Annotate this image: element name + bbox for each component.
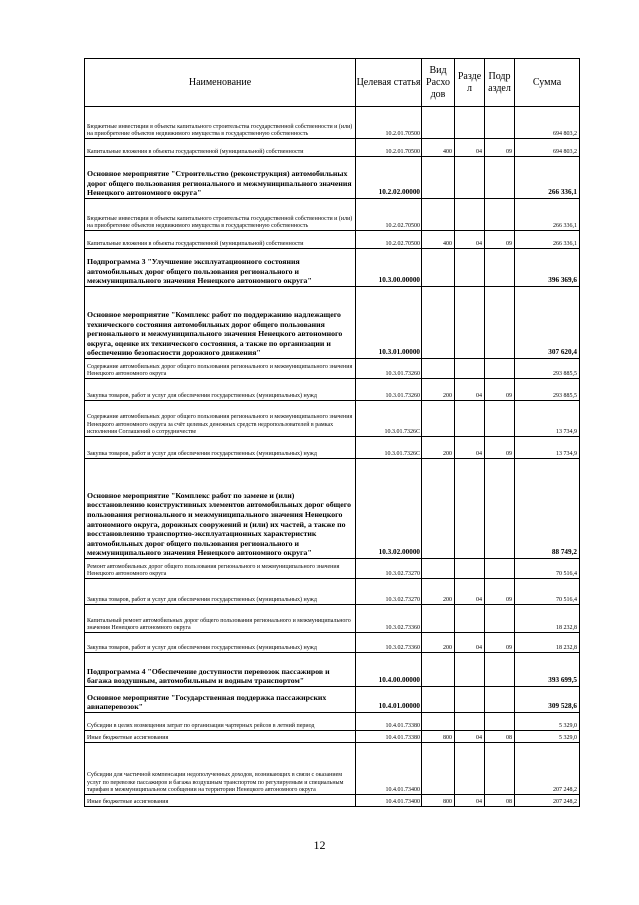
row-expense-type-cell [422,459,455,559]
row-target-article-cell: 10.4.00.00000 [356,653,422,687]
row-target-article-cell: 10.4.01.73400 [356,743,422,795]
row-section-cell [455,107,485,139]
budget-table [84,58,580,807]
row-sum-cell: 207 248,2 [515,795,580,807]
header-subsection: Подр аздел [485,59,515,107]
row-expense-type-cell: 200 [422,633,455,653]
row-name-cell: Субсидии в целях возмещения затрат по организации чартерных рейсов в летний период [85,713,356,731]
row-subsection-cell [485,287,515,359]
row-name-cell: Содержание автомобильных дорог общего пользования регионального и межмуниципального значения Ненецкого автономного округа за счёт целевых денежных средств недропользователей в рамках исполнения Соглашений о сотрудничестве [85,401,356,437]
row-sum-cell: 18 232,8 [515,605,580,633]
row-target-article-cell: 10.2.02.00000 [356,157,422,199]
table-row [85,199,580,231]
row-name-cell: Основное мероприятие "Комплекс работ по поддержанию надлежащего технического состояния автомобильных дорог общего пользования регионального и межмуниципального значения Ненецкого автономного округа, оценке их технического состояния, а также по организации и обеспечению безопасности дорожного движения" [85,287,356,359]
row-sum-cell: 266 336,1 [515,199,580,231]
row-sum-cell: 88 749,2 [515,459,580,559]
table-row [85,359,580,379]
row-sum-cell: 694 803,2 [515,139,580,157]
row-subsection-cell: 09 [485,579,515,605]
row-section-cell: 04 [455,231,485,249]
row-target-article-cell: 10.3.02.00000 [356,459,422,559]
table-row-program [85,287,580,359]
row-name-cell: Субсидии для частичной компенсации недополученных доходов, возникающих в связи с оказанием услуг по перевозке пассажиров и багажа воздушным транспортом по регулируемым и специальным тарифам в межмуниципальном сообщении на территории Ненецкого автономного округа [85,743,356,795]
table-row-program [85,157,580,199]
table-header-row [85,59,580,107]
header-expense-type: Вид Расхо дов [422,59,455,107]
row-sum-cell: 266 336,1 [515,231,580,249]
row-name-cell: Капитальные вложения в объекты государственной (муниципальной) собственности [85,231,356,249]
row-sum-cell: 5 329,0 [515,731,580,743]
row-section-cell [455,559,485,579]
header-name: Наименование [85,59,356,107]
row-name-cell: Закупка товаров, работ и услуг для обеспечения государственных (муниципальных) нужд [85,437,356,459]
row-section-cell [455,743,485,795]
row-expense-type-cell [422,199,455,231]
row-subsection-cell [485,249,515,287]
table-row [85,731,580,743]
row-name-cell: Подпрограмма 4 "Обеспечение доступности перевозок пассажиров и багажа воздушным, автомобильным и водным транспортом" [85,653,356,687]
header-target-article: Целевая статья [356,59,422,107]
row-target-article-cell: 10.4.01.73400 [356,795,422,807]
row-target-article-cell: 10.4.01.73380 [356,713,422,731]
row-section-cell: 04 [455,579,485,605]
row-target-article-cell: 10.3.02.73360 [356,633,422,653]
row-subsection-cell: 09 [485,437,515,459]
row-expense-type-cell [422,401,455,437]
row-subsection-cell: 09 [485,379,515,401]
budget-document [84,58,579,807]
row-target-article-cell: 10.3.00.00000 [356,249,422,287]
table-row [85,139,580,157]
row-target-article-cell: 10.3.02.73270 [356,579,422,605]
row-sum-cell: 18 232,8 [515,633,580,653]
row-subsection-cell [485,199,515,231]
row-name-cell: Закупка товаров, работ и услуг для обеспечения государственных (муниципальных) нужд [85,379,356,401]
row-subsection-cell [485,687,515,713]
table-row-program [85,459,580,559]
row-expense-type-cell [422,605,455,633]
row-sum-cell: 293 885,5 [515,379,580,401]
table-row [85,795,580,807]
row-sum-cell: 5 329,0 [515,713,580,731]
row-target-article-cell: 10.2.02.70500 [356,231,422,249]
table-row [85,107,580,139]
row-subsection-cell [485,401,515,437]
row-section-cell: 04 [455,437,485,459]
row-section-cell [455,287,485,359]
row-expense-type-cell [422,653,455,687]
row-subsection-cell [485,605,515,633]
table-row [85,579,580,605]
row-sum-cell: 13 734,9 [515,437,580,459]
row-target-article-cell: 10.3.02.73270 [356,559,422,579]
row-target-article-cell: 10.4.01.73380 [356,731,422,743]
row-target-article-cell: 10.3.01.00000 [356,287,422,359]
row-sum-cell: 307 620,4 [515,287,580,359]
row-name-cell: Содержание автомобильных дорог общего пользования регионального и межмуниципального значения Ненецкого автономного округа [85,359,356,379]
row-target-article-cell: 10.3.01.73260 [356,359,422,379]
row-target-article-cell: 10.3.02.73360 [356,605,422,633]
row-subsection-cell: 09 [485,139,515,157]
row-name-cell: Закупка товаров, работ и услуг для обеспечения государственных (муниципальных) нужд [85,633,356,653]
row-sum-cell: 70 516,4 [515,559,580,579]
row-expense-type-cell [422,713,455,731]
row-section-cell: 04 [455,795,485,807]
row-name-cell: Основное мероприятие "Государственная поддержка пассажирских авиаперевозок" [85,687,356,713]
row-section-cell [455,713,485,731]
row-subsection-cell [485,459,515,559]
row-section-cell [455,401,485,437]
row-name-cell: Ремонт автомобильных дорог общего пользования регионального и межмуниципального значения Ненецкого автономного округа [85,559,356,579]
table-row-program [85,653,580,687]
row-name-cell: Капитальный ремонт автомобильных дорог общего пользования регионального и межмуниципального значения Ненецкого автономного округа [85,605,356,633]
row-name-cell: Основное мероприятие "Комплекс работ по замене и (или) восстановлению конструктивных элементов автомобильных дорог общего пользования регионального и межмуниципального значения Ненецкого автономного округа, дорожных сооружений и (или) их частей, а также по восстановлению транспортно-эксплуатационных характеристик автомобильных дорог общего пользования регионального и межмуниципального значения Ненецкого автономного округа" [85,459,356,559]
row-expense-type-cell [422,359,455,379]
row-section-cell [455,249,485,287]
row-section-cell [455,605,485,633]
row-subsection-cell: 09 [485,633,515,653]
row-section-cell: 04 [455,731,485,743]
row-name-cell: Капитальные вложения в объекты государственной (муниципальной) собственности [85,139,356,157]
row-sum-cell: 293 885,5 [515,359,580,379]
row-sum-cell: 207 248,2 [515,743,580,795]
row-expense-type-cell [422,249,455,287]
row-section-cell [455,157,485,199]
row-target-article-cell: 10.4.01.00000 [356,687,422,713]
row-name-cell: Иные бюджетные ассигнования [85,731,356,743]
row-target-article-cell: 10.2.01.70500 [356,107,422,139]
row-subsection-cell [485,157,515,199]
row-expense-type-cell [422,287,455,359]
row-expense-type-cell [422,559,455,579]
row-name-cell: Иные бюджетные ассигнования [85,795,356,807]
row-sum-cell: 396 369,6 [515,249,580,287]
row-name-cell: Основное мероприятие "Строительство (реконструкция) автомобильных дорог общего пользования регионального и межмуниципального значения Ненецкого автономного округа" [85,157,356,199]
row-target-article-cell: 10.3.01.73260 [356,379,422,401]
row-target-article-cell: 10.2.01.70500 [356,139,422,157]
row-name-cell: Бюджетные инвестиции в объекты капитального строительства государственной собственности и (или) на приобретение объектов недвижимого имущества в государственную собственность [85,107,356,139]
page-number: 12 [313,838,326,852]
row-subsection-cell [485,559,515,579]
row-subsection-cell: 08 [485,795,515,807]
row-subsection-cell [485,713,515,731]
table-row [85,379,580,401]
row-section-cell: 04 [455,139,485,157]
row-expense-type-cell: 200 [422,579,455,605]
row-name-cell: Закупка товаров, работ и услуг для обеспечения государственных (муниципальных) нужд [85,579,356,605]
row-section-cell: 04 [455,633,485,653]
table-row [85,437,580,459]
row-expense-type-cell [422,687,455,713]
row-expense-type-cell: 800 [422,731,455,743]
row-expense-type-cell [422,157,455,199]
row-subsection-cell: 08 [485,731,515,743]
row-expense-type-cell [422,107,455,139]
row-expense-type-cell: 800 [422,795,455,807]
row-expense-type-cell [422,743,455,795]
row-expense-type-cell: 200 [422,379,455,401]
row-subsection-cell [485,653,515,687]
row-section-cell [455,687,485,713]
table-row [85,401,580,437]
row-section-cell [455,459,485,559]
row-name-cell: Подпрограмма 3 "Улучшение эксплуатационного состояния автомобильных дорог общего пользования регионального и межмуниципального значения Ненецкого автономного округа" [85,249,356,287]
row-section-cell: 04 [455,379,485,401]
table-row [85,605,580,633]
table-row-program [85,687,580,713]
row-subsection-cell [485,359,515,379]
row-expense-type-cell: 400 [422,139,455,157]
row-target-article-cell: 10.3.01.7326C [356,437,422,459]
row-section-cell [455,653,485,687]
row-target-article-cell: 10.3.01.7326C [356,401,422,437]
row-subsection-cell [485,743,515,795]
table-row [85,713,580,731]
table-row [85,231,580,249]
table-row-program [85,249,580,287]
header-section: Разде л [455,59,485,107]
table-row [85,559,580,579]
row-section-cell [455,359,485,379]
row-sum-cell: 309 528,6 [515,687,580,713]
row-sum-cell: 266 336,1 [515,157,580,199]
row-subsection-cell: 09 [485,231,515,249]
header-sum: Сумма [515,59,580,107]
row-section-cell [455,199,485,231]
row-expense-type-cell: 200 [422,437,455,459]
row-sum-cell: 694 803,2 [515,107,580,139]
row-expense-type-cell: 400 [422,231,455,249]
table-row [85,743,580,795]
row-subsection-cell [485,107,515,139]
row-name-cell: Бюджетные инвестиции в объекты капитального строительства государственной собственности и (или) на приобретение объектов недвижимого имущества в государственную собственность [85,199,356,231]
table-row [85,633,580,653]
row-sum-cell: 393 699,5 [515,653,580,687]
row-sum-cell: 13 734,9 [515,401,580,437]
row-target-article-cell: 10.2.02.70500 [356,199,422,231]
row-sum-cell: 70 516,4 [515,579,580,605]
